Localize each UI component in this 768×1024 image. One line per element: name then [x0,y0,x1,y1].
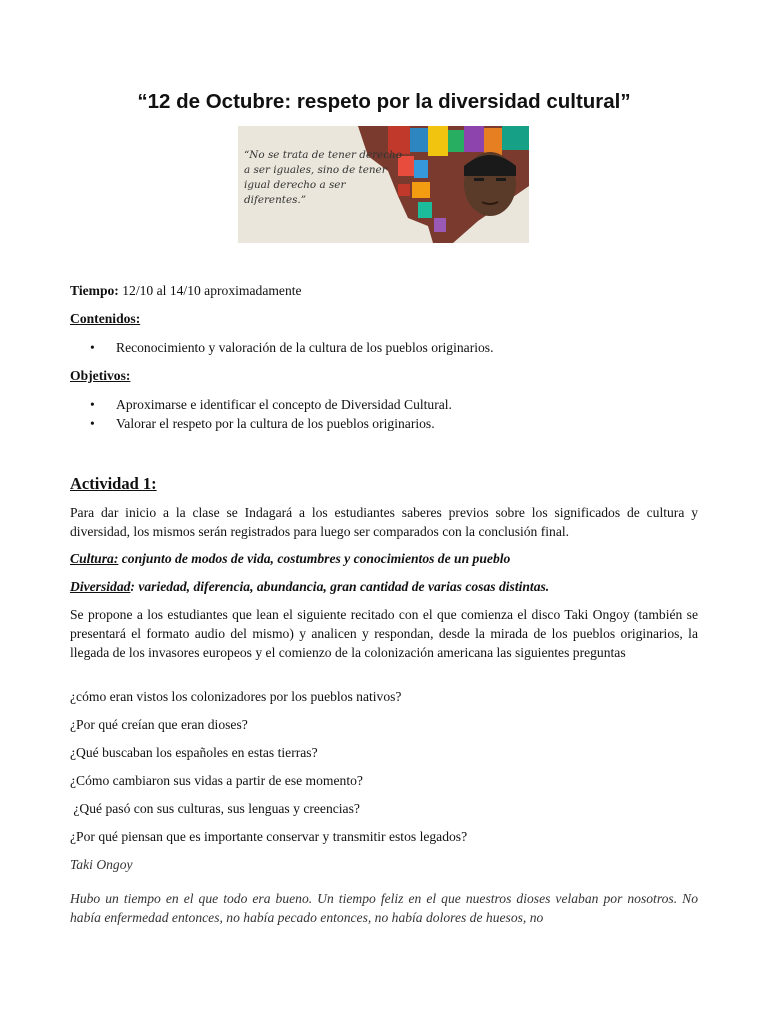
diversidad-definition [70,577,698,596]
bullet-icon: • [90,397,95,412]
diversity-banner-image [238,126,529,243]
propuesta-paragraph: Se propone a los estudiantes que lean el siguiente recitado con el que comienza el disco Taki Ongoy (también se presentará el formato audio del mismo) y analicen y respondan, desde la mirada de los pueblos originarios, la llegada de los invasores europeos y el comienzo de la colonización americana las siguientes preguntas [70,607,698,660]
intro-paragraph: Para dar inicio a la clase se Indagará a los estudiantes saberes previos sobre los significados de cultura y diversidad, los mismos serán registrados para luego ser comparados con la conclusión final. [70,505,698,539]
tiempo-label: Tiempo: [70,283,119,298]
document-title: “12 de Octubre: respeto por la diversidad cultural” [137,90,631,113]
contenidos-item: Reconocimiento y valoración de la cultura de los pueblos originarios. [116,340,494,355]
objetivos-item: Aproximarse e identificar el concepto de Diversidad Cultural. [116,397,452,412]
pregunta: ¿Cómo cambiaron sus vidas a partir de ese momento? [70,773,363,788]
objetivos-heading: Objetivos: [70,368,131,383]
contenidos-heading: Contenidos: [70,311,141,326]
cultura-def: conjunto de modos de vida, costumbres y conocimientos de un pueblo [118,551,511,566]
tiempo-value: 12/10 al 14/10 aproximadamente [122,283,302,298]
diversidad-def: : variedad, diferencia, abundancia, gran cantidad de varias cosas distintas. [130,579,550,594]
diversidad-term: Diversidad [70,579,131,594]
actividad-heading: Actividad 1: [70,474,157,493]
poem-text: Hubo un tiempo en el que todo era bueno. Un tiempo feliz en el que nuestros dioses velaban por nosotros. No había enfermedad entonces, no había pecado entonces, no había dolores de huesos, no [70,891,698,925]
tiempo-line [70,281,698,300]
cultura-definition [70,549,698,568]
bullet-icon: • [90,416,95,431]
objetivos-item: Valorar el respeto por la cultura de los pueblos originarios. [116,416,435,431]
pregunta: ¿Por qué piensan que es importante conservar y transmitir estos legados? [70,829,468,844]
banner-quote: “No se trata de tener derecho a ser iguales, sino de tener igual derecho a ser diferentes.” [244,149,402,206]
bullet-icon: • [90,340,95,355]
poem-title: Taki Ongoy [70,857,133,872]
pregunta: ¿Qué buscaban los españoles en estas tierras? [70,745,318,760]
pregunta: ¿Por qué creían que eran dioses? [70,717,248,732]
pregunta: ¿cómo eran vistos los colonizadores por los pueblos nativos? [70,689,402,704]
pregunta: ¿Qué pasó con sus culturas, sus lenguas y creencias? [70,801,360,816]
cultura-term: Cultura: [70,551,119,566]
